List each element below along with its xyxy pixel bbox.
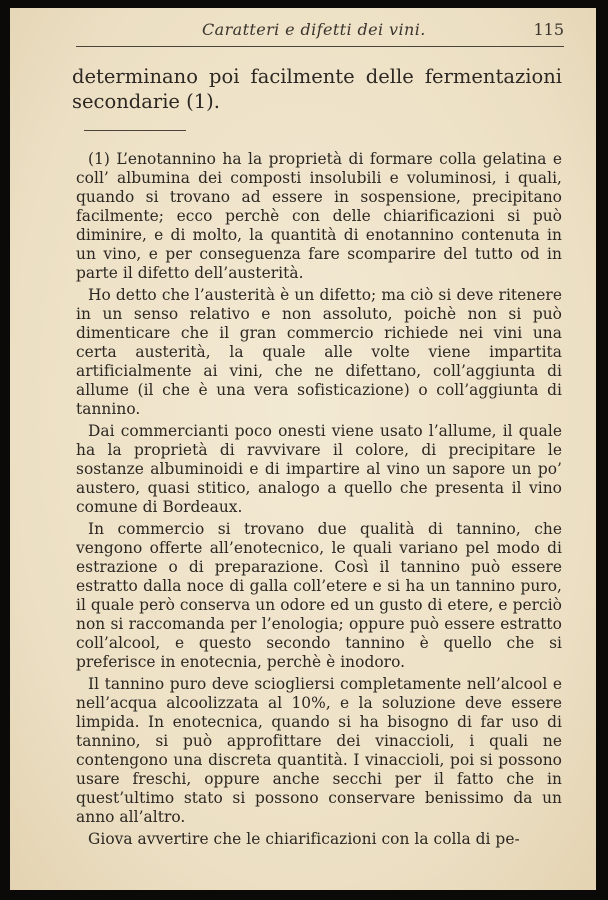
body-text: determinano poi facilmente delle fermentazioni secondarie (1). xyxy=(72,65,562,113)
footnote-divider xyxy=(84,130,186,131)
footnote-paragraph: In commercio si trovano due qualità di tannino, che vengono offerte all’enotecnico, le quali variano pel modo di estrazione o di preparazione. Così il tannino può essere estratto dalla noce di galla coll’etere e si ha un tannino puro, il quale però conserva un odore ed un gusto di etere, e perciò non si raccomanda per l’enologia; oppure può essere estratto coll’alcool, e questo secondo tannino è quello che si preferisce in enotecnia, perchè è inodoro. xyxy=(76,520,562,671)
running-head xyxy=(76,20,564,47)
footnote xyxy=(76,150,562,852)
page-number: 115 xyxy=(533,20,564,39)
footnote-paragraph: Giova avvertire che le chiarificazioni con la colla di pe- xyxy=(88,830,520,848)
footnote-paragraph: Ho detto che l’austerità è un difetto; ma ciò si deve ritenere in un senso relativo e non assoluto, poichè non si può dimenticare che il gran commercio richiede nei vini una certa austerità, la quale alle volte viene impartita artificialmente ai vini, che ne difettano, coll’aggiunta di allume (il che è una vera sofisticazione) o coll’aggiunta di tannino. xyxy=(76,286,562,418)
running-title: Caratteri e difetti dei vini. xyxy=(202,20,426,39)
footnote-paragraph: (1) L’enotannino ha la proprietà di formare colla gelatina e coll’ albumina dei composti insolubili e voluminosi, i quali, quando si trovano ad essere in sospensione, precipitano facilmente; ecco perchè con delle chiarificazioni si può diminire, e di molto, la quantità di enotannino contenuta in un vino, e per conseguenza fare scomparire del tutto od in parte il difetto dell’austerità. xyxy=(76,150,562,282)
footnote-paragraph: Dai commercianti poco onesti viene usato l’allume, il quale ha la proprietà di ravvivare il colore, di precipitare le sostanze albuminoidi e di impartire al vino un sapore un po’ austero, quasi stitico, analogo a quello che presenta il vino comune di Bordeaux. xyxy=(76,422,562,516)
footnote-paragraph: Il tannino puro deve sciogliersi completamente nell’alcool e nell’acqua alcoolizzata al 10%, e la soluzione deve essere limpida. In enotecnica, quando si ha bisogno di far uso di tannino, si può approfittare dei vinaccioli, i quali ne contengono una discreta quantità. I vinaccioli, poi si possono usare freschi, oppure anche secchi per il fatto che in quest’ultimo stato si possono conservare benissimo da un anno all’altro. xyxy=(76,675,562,826)
book-page xyxy=(10,8,596,890)
